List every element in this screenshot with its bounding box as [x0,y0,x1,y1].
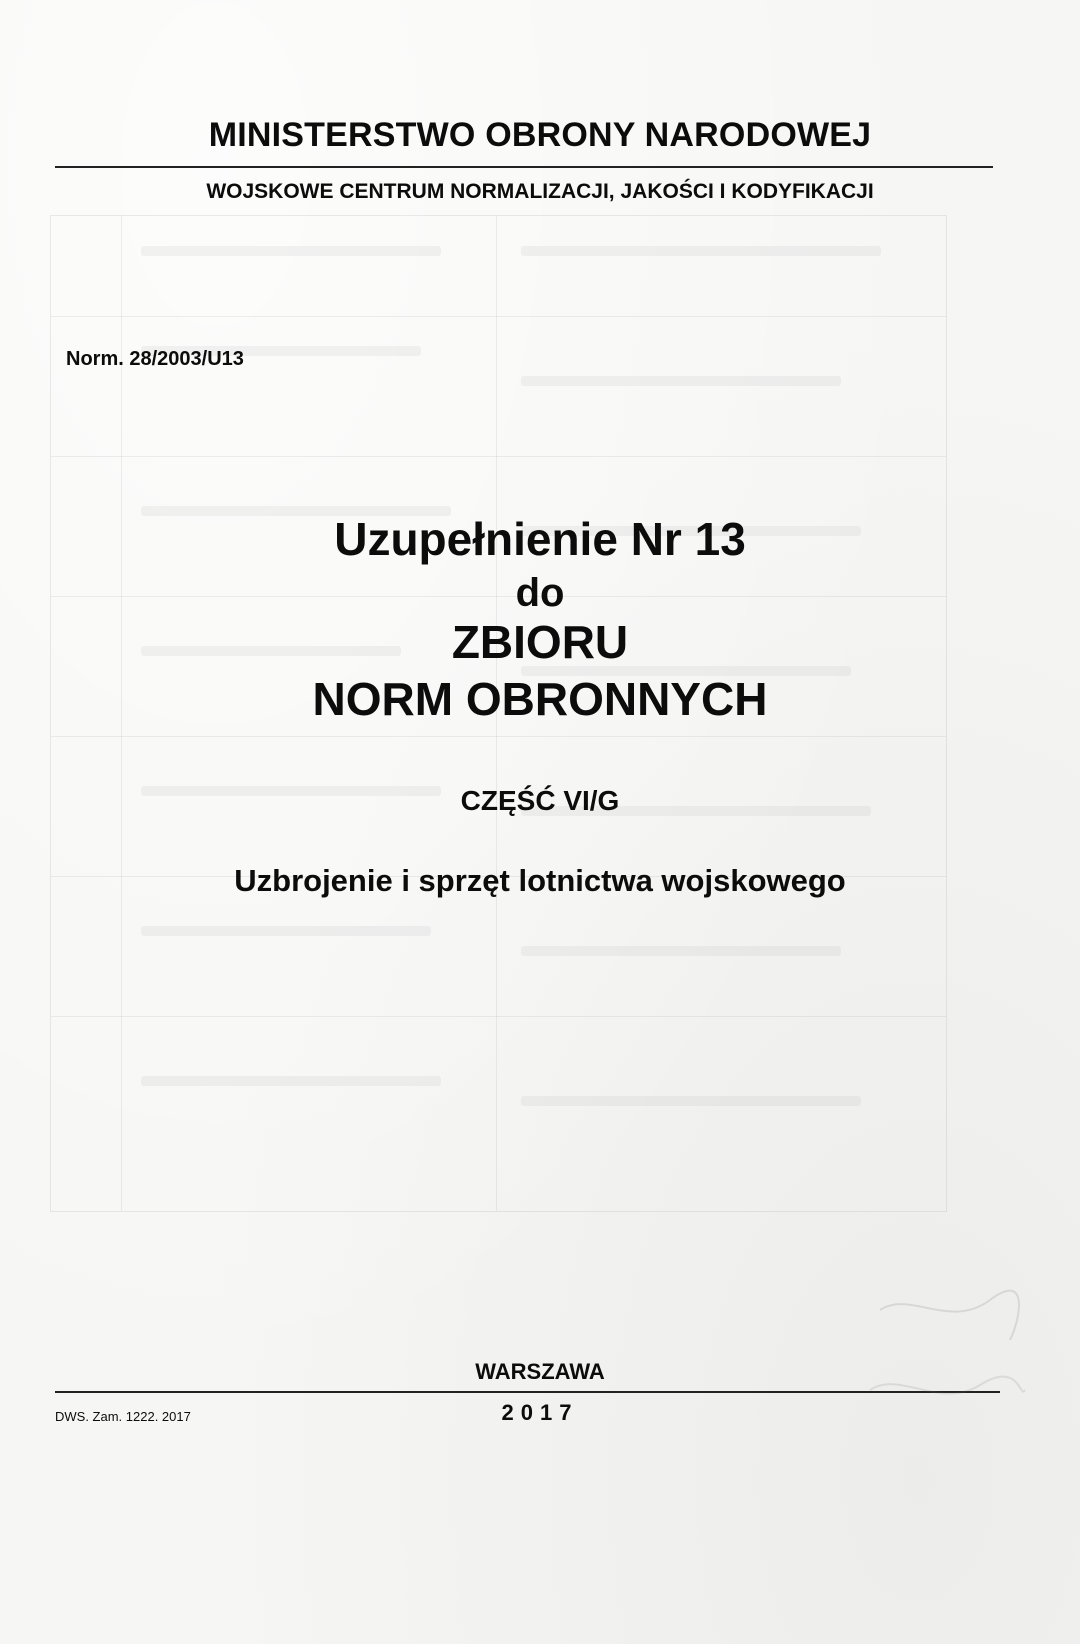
subject-title: Uzbrojenie i sprzęt lotnictwa wojskowego [234,863,846,898]
publication-city: WARSZAWA [475,1359,605,1384]
collection-title-line2: NORM OBRONNYCH [312,673,768,725]
header-divider [55,166,993,168]
part-label: CZĘŚĆ VI/G [460,785,620,816]
handwritten-mark [860,1270,1030,1420]
centre-name: WOJSKOWE CENTRUM NORMALIZACJI, JAKOŚCI I KODYFIKACJI [206,180,874,203]
title-preposition: do [515,571,565,615]
norm-code: Norm. 28/2003/U13 [66,348,244,370]
collection-title-line1: ZBIORU [451,616,629,668]
publication-year: 2017 [501,1400,579,1425]
ministry-name: MINISTERSTWO OBRONY NARODOWEJ [208,116,872,154]
print-order-number: DWS. Zam. 1222. 2017 [55,1409,191,1424]
supplement-title: Uzupełnienie Nr 13 [334,513,746,565]
footer-divider [55,1391,1000,1393]
